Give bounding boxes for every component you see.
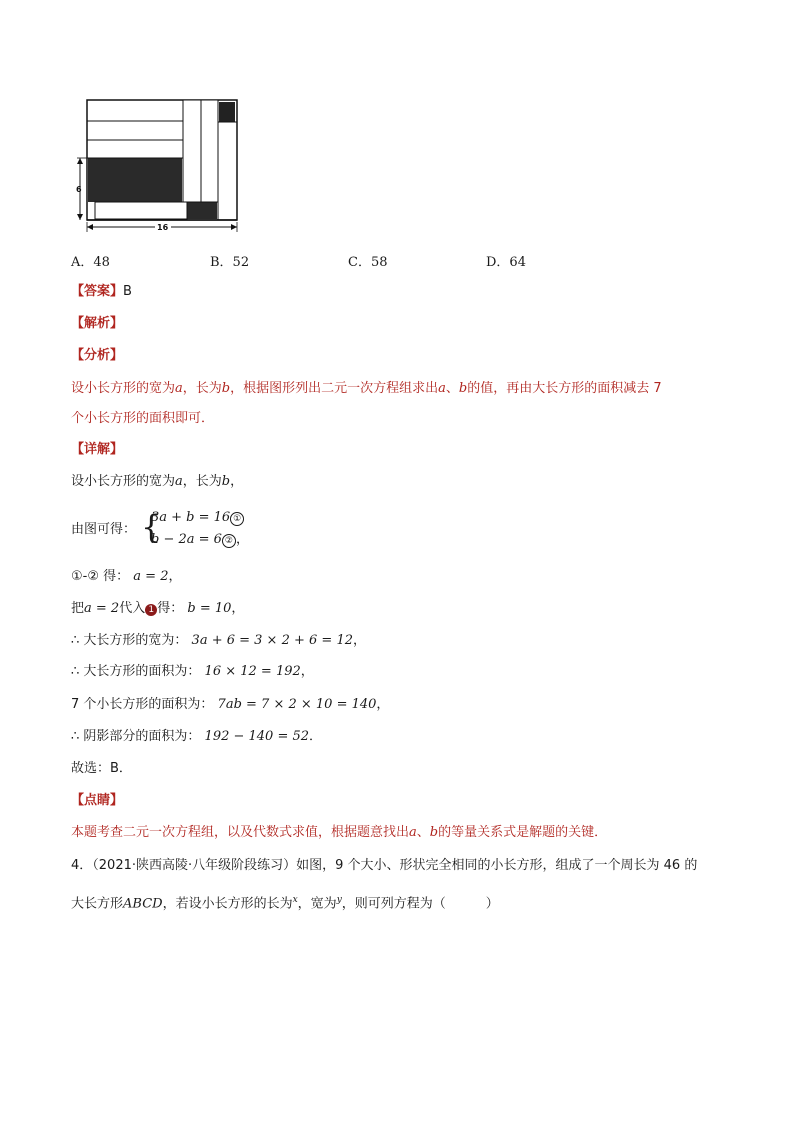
choose-line: 故选：B． xyxy=(71,761,132,776)
question-4-line-2: 大长方形ABCD，若设小长方形的长为$^x$，宽为$^y$，则可列方程为（ ） xyxy=(71,895,499,912)
fenxi-line-2: 个小长方形的面积即可． xyxy=(71,411,215,426)
option-c: C．58 xyxy=(348,255,388,270)
step-1: ①-② 得： a = 2， xyxy=(71,569,182,584)
step-4: ∴ 大长方形的面积为： 16 × 12 = 192， xyxy=(71,664,314,679)
answer-value: B xyxy=(123,284,132,299)
system-brace: { xyxy=(141,508,162,546)
xiangjie-set: 设小长方形的宽为a，长为b， xyxy=(71,474,244,489)
xiangjie-tag: 【详解】 xyxy=(71,442,124,457)
step-6: ∴ 阴影部分的面积为： 192 − 140 = 52． xyxy=(71,729,323,744)
shaded-region-top-right xyxy=(219,102,235,122)
fenxi-tag: 【分析】 xyxy=(71,348,124,363)
label-width: 16 xyxy=(157,223,169,232)
step-5: 7 个小长方形的面积为： 7ab = 7 × 2 × 10 = 140， xyxy=(71,697,390,712)
shaded-region-left xyxy=(88,158,182,202)
dianjing-line: 本题考查二元一次方程组，以及代数式求值，根据题意找出a、b的等量关系式是解题的关键． xyxy=(71,825,608,840)
small-rectangle-vertical-2 xyxy=(201,100,218,202)
option-b: B．52 xyxy=(210,255,250,270)
dianjing-tag: 【点睛】 xyxy=(71,793,124,808)
fenxi-line-1: 设小长方形的宽为a，长为b，根据图形列出二元一次方程组求出a、b的值，再由大长方形的面积减去 7 xyxy=(71,381,662,396)
system-intro: 由图可得： xyxy=(71,522,137,537)
analysis-tag: 【解析】 xyxy=(71,316,124,331)
equation-2: b − 2a = 6 ② ， xyxy=(151,532,249,547)
question-4-line-1: 4．（2021·陕西高陵·八年级阶段练习）如图，9 个大小、形状完全相同的小长方形，组成了一个周长为 46 的 xyxy=(71,858,698,873)
small-rectangle-vertical-1 xyxy=(183,100,201,202)
equation-1: 3a + b = 16 ① xyxy=(151,509,244,527)
answer-line xyxy=(71,283,132,301)
step-2: 把a = 2代入 1 得： b = 10， xyxy=(71,601,245,616)
small-rectangle-bottom xyxy=(95,202,187,219)
option-d: D．64 xyxy=(486,255,526,270)
shaded-region-bottom xyxy=(187,202,217,219)
rectangle-figure xyxy=(75,96,245,238)
step-3: ∴ 大长方形的宽为： 3a + 6 = 3 × 2 + 6 = 12， xyxy=(71,633,366,648)
label-height: 6 xyxy=(76,185,82,194)
answer-tag: 【答案】 xyxy=(71,284,124,299)
option-a: A．48 xyxy=(71,255,110,270)
